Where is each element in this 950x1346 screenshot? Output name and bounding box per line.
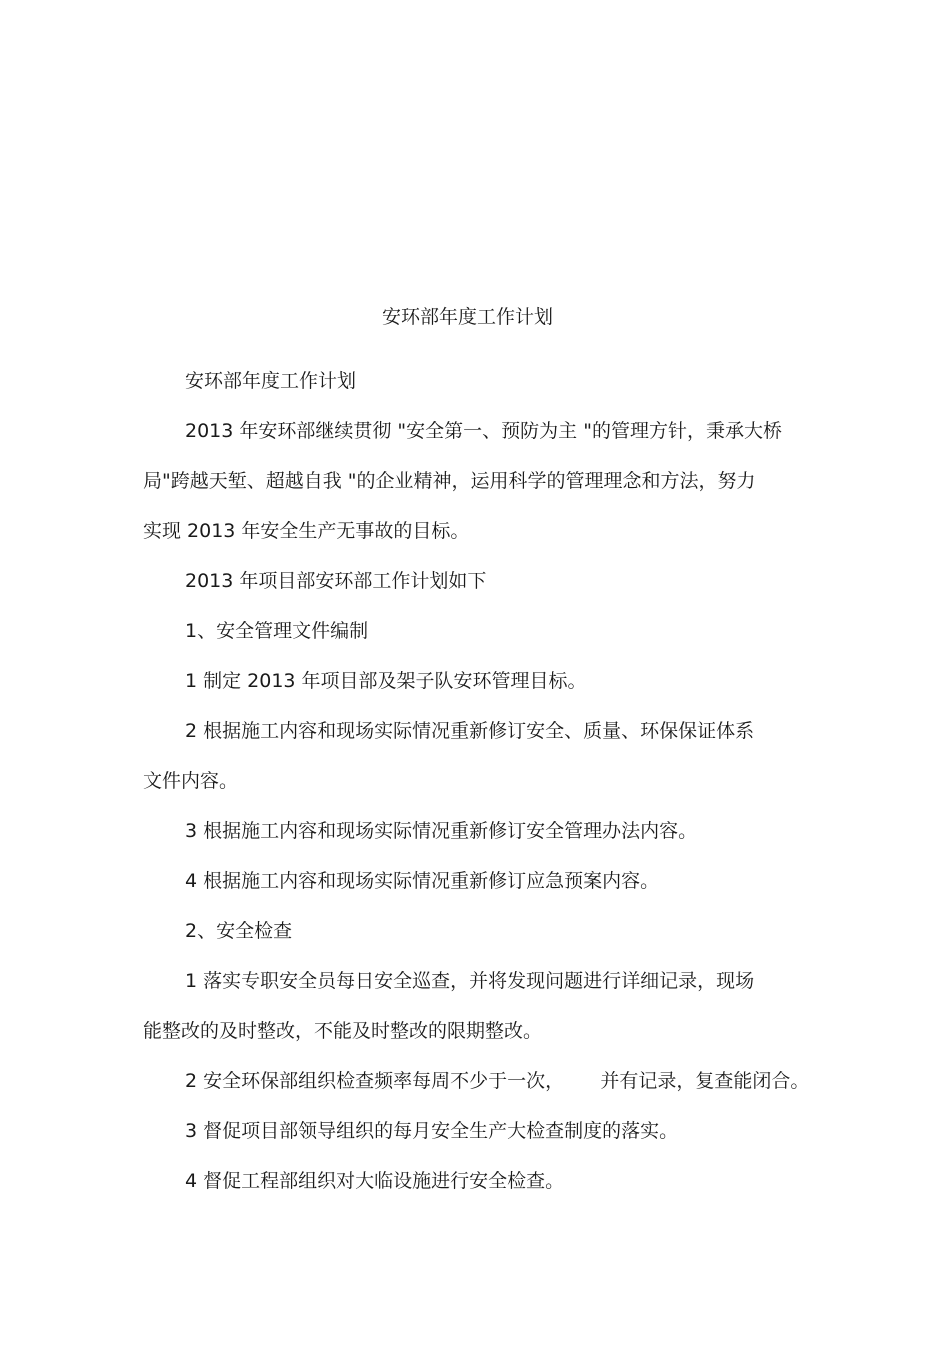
paragraph-line: 1 制定 2013 年项目部及架子队安环管理目标。 <box>185 670 587 692</box>
section-heading: 2、安全检查 <box>185 920 293 942</box>
paragraph-line: 2013 年项目部安环部工作计划如下 <box>185 570 487 592</box>
section-heading: 1、安全管理文件编制 <box>185 620 369 642</box>
paragraph-line: 4 根据施工内容和现场实际情况重新修订应急预案内容。 <box>185 870 660 892</box>
paragraph-line: 2 根据施工内容和现场实际情况重新修订安全、质量、环保保证体系 <box>185 720 755 742</box>
paragraph-line: 1 落实专职安全员每日安全巡查，并将发现问题进行详细记录，现场 <box>185 970 755 992</box>
document-title: 安环部年度工作计划 <box>381 306 553 328</box>
paragraph-line: 3 督促项目部领导组织的每月安全生产大检查制度的落实。 <box>185 1120 679 1142</box>
paragraph-line: 安环部年度工作计划 <box>185 370 357 392</box>
paragraph-line: 实现 2013 年安全生产无事故的目标。 <box>143 520 470 542</box>
paragraph-line: 局"跨越天堑、超越自我 "的企业精神，运用科学的管理理念和方法，努力 <box>143 470 756 492</box>
paragraph-line: 4 督促工程部组织对大临设施进行安全检查。 <box>185 1170 565 1192</box>
paragraph-line: 文件内容。 <box>143 770 239 792</box>
paragraph-line: 3 根据施工内容和现场实际情况重新修订安全管理办法内容。 <box>185 820 698 842</box>
document-body <box>143 369 823 1219</box>
paragraph-line: 2013 年安环部继续贯彻 "安全第一、预防为主 "的管理方针，秉承大桥 <box>185 420 782 442</box>
paragraph-line: 2 安全环保部组织检查频率每周不少于一次， 并有记录，复查能闭合。 <box>185 1070 810 1092</box>
paragraph-line: 能整改的及时整改，不能及时整改的限期整改。 <box>143 1020 543 1042</box>
